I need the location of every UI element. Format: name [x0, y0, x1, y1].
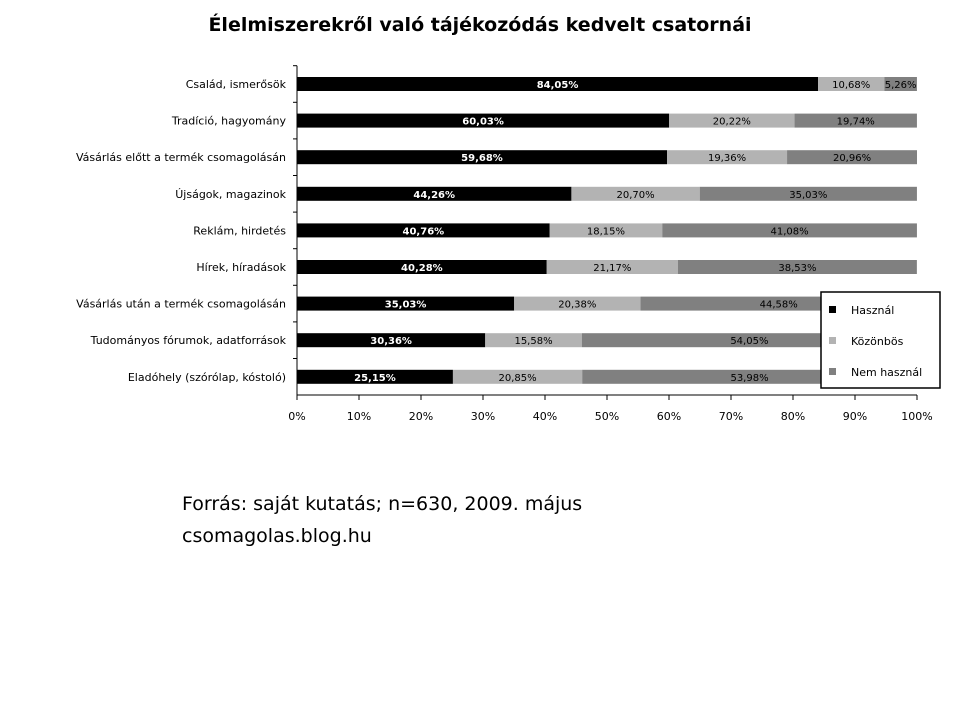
x-tick-label: 10% [346, 410, 372, 423]
data-label: 25,15% [354, 372, 396, 384]
category-labels [76, 66, 297, 384]
data-label: 60,03% [462, 116, 504, 128]
x-tick-label: 90% [842, 410, 868, 423]
data-label: 19,74% [836, 116, 875, 128]
data-label: 5,26% [884, 80, 917, 91]
data-label: 38,53% [778, 263, 817, 274]
data-label: 20,96% [832, 153, 872, 165]
category-label: Eladóhely (szórólap, kóstoló) [127, 370, 286, 384]
source-line-2: csomagolas.blog.hu [182, 525, 372, 547]
legend-label: Használ [851, 304, 895, 317]
data-label: 35,03% [384, 299, 427, 311]
legend-label: Közönbös [851, 335, 904, 348]
data-label: 20,38% [558, 299, 597, 311]
category-label: Tradíció, hagyomány [171, 114, 286, 128]
x-tick-label: 80% [780, 410, 806, 423]
x-tick-label: 100% [901, 410, 933, 423]
data-label: 84,05% [536, 80, 579, 91]
data-label: 21,17% [593, 263, 632, 274]
data-label: 40,76% [402, 226, 445, 238]
source-line-1: Forrás: saját kutatás; n=630, 2009. május [182, 493, 583, 515]
data-label: 18,15% [586, 226, 626, 238]
legend [821, 292, 940, 388]
legend-label: Nem használ [851, 366, 923, 379]
category-label: Tudományos fórumok, adatforrások [90, 334, 286, 348]
x-tick-label: 50% [594, 410, 620, 423]
category-label: Hírek, híradások [196, 261, 286, 274]
x-tick-label: 70% [718, 410, 744, 423]
data-label: 20,70% [616, 189, 655, 201]
category-label: Család, ismerősök [185, 78, 286, 91]
x-tick-label: 30% [470, 410, 496, 423]
data-label: 19,36% [707, 153, 747, 165]
x-tick-label: 0% [288, 410, 306, 423]
data-label: 41,08% [770, 226, 809, 238]
data-label: 30,36% [370, 336, 412, 348]
chart-title: Élelmiszerekről való tájékozódás kedvelt csatornái [208, 14, 752, 36]
x-tick-label: 40% [532, 410, 558, 423]
data-label: 53,98% [730, 372, 769, 384]
category-label: Újságok, magazinok [175, 187, 286, 201]
data-label: 15,58% [514, 336, 553, 348]
category-label: Reklám, hirdetés [193, 224, 286, 238]
data-label: 44,26% [413, 189, 456, 201]
legend-swatch [829, 337, 836, 344]
x-tick-label: 20% [408, 410, 434, 423]
data-label: 35,03% [789, 189, 828, 201]
legend-swatch [829, 368, 836, 375]
data-label: 59,68% [461, 153, 503, 165]
category-label: Vásárlás után a termék csomagolásán [76, 297, 286, 311]
data-label: 20,22% [712, 116, 751, 128]
x-tick-label: 60% [656, 410, 682, 423]
category-label: Vásárlás előtt a termék csomagolásán [75, 151, 286, 165]
data-label: 10,68% [832, 80, 871, 91]
data-label: 44,58% [759, 299, 798, 311]
data-label: 20,85% [498, 372, 537, 384]
legend-swatch [829, 306, 836, 313]
data-label: 40,28% [401, 263, 443, 274]
data-label: 54,05% [730, 336, 769, 348]
